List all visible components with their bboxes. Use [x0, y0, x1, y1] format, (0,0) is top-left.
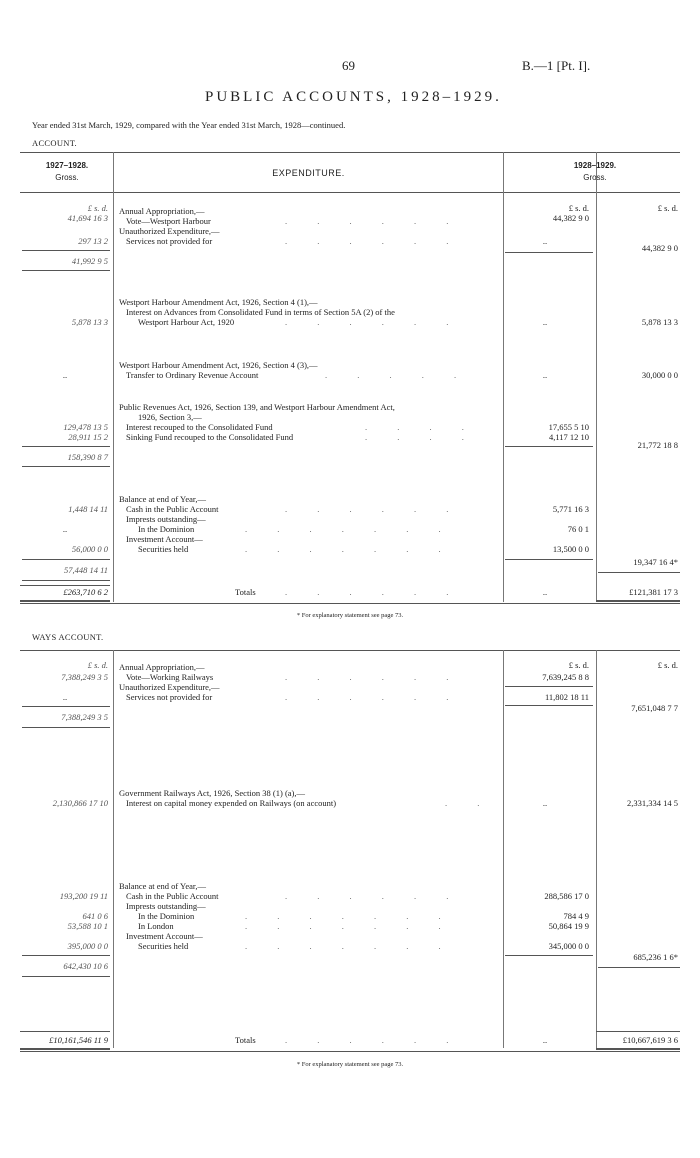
report-reference: B.—1 [Pt. I]. — [522, 58, 591, 73]
entry-line: Sinking Fund recouped to the Consolidated Fund — [126, 432, 294, 442]
rule — [505, 955, 593, 956]
prev-amount: 193,200 19 11 — [59, 891, 108, 901]
cur-amount: 5,771 16 3 — [552, 504, 589, 514]
currency-heading: £ s. d. — [657, 660, 678, 670]
entry-heading: Government Railways Act, 1926, Section 38 (1) (a),— — [119, 788, 306, 798]
entry-line: Investment Account— — [126, 534, 203, 544]
section-label-account: ACCOUNT. — [32, 138, 77, 148]
entry-line: Interest recouped to the Consolidated Fund — [126, 422, 273, 432]
cur-amount: 7,639,245 8 8 — [542, 672, 589, 682]
leader-dots: . . . . . . — [285, 317, 463, 327]
leader-dots: . . . . . — [325, 370, 471, 380]
rule — [505, 686, 593, 687]
cur-amount: 4,117 12 10 — [548, 432, 589, 442]
leader-dots: . . . . . . . — [245, 911, 455, 921]
cur-amount: .. — [542, 317, 548, 327]
entry-line: Vote—Working Railways — [126, 672, 214, 682]
cur-amount: 44,382 9 0 — [552, 213, 589, 223]
footnote: * For explanatory statement see page 73. — [296, 1061, 404, 1068]
rule — [22, 446, 110, 447]
prev-subtotal: 158,390 8 7 — [67, 452, 108, 462]
entry-line: 1926, Section 3,— — [138, 412, 202, 422]
rule — [505, 705, 593, 706]
cur-grand-total: £10,667,619 3 6 — [622, 1035, 678, 1045]
rule — [20, 1031, 110, 1032]
prev-amount: 2,130,866 17 10 — [52, 798, 108, 808]
prev-amount: 56,000 0 0 — [71, 544, 108, 554]
rule — [22, 976, 110, 977]
prev-amount: 129,478 13 5 — [63, 422, 108, 432]
rule — [596, 1048, 680, 1050]
leader-dots: . . . . . . — [285, 504, 463, 514]
currency-heading: £ s. d. — [568, 660, 589, 670]
leader-dots: . . . . . . — [285, 891, 463, 901]
leader-dots: . . . . — [365, 432, 478, 442]
entry-heading: Unauthorized Expenditure,— — [119, 226, 220, 236]
entry-line: Securities held — [138, 941, 189, 951]
entry-line: In the Dominion — [138, 524, 195, 534]
entry-heading: Annual Appropriation,— — [119, 662, 205, 672]
table-top-rule — [20, 152, 680, 153]
rule — [20, 1048, 110, 1050]
entry-line: Securities held — [138, 544, 189, 554]
prev-amount: .. — [62, 692, 68, 702]
prev-amount: 641 0 6 — [82, 911, 108, 921]
entry-line: Vote—Westport Harbour — [126, 216, 211, 226]
entry-line: Cash in the Public Account — [126, 891, 219, 901]
cur-amount: .. — [542, 1035, 548, 1045]
col-divider — [596, 650, 597, 1048]
rule — [505, 446, 593, 447]
cur-amount: 288,586 17 0 — [544, 891, 589, 901]
cur-gross-heading: Gross. — [583, 173, 607, 182]
leader-dots: . . . . . . . — [245, 524, 455, 534]
prev-amount: 395,000 0 0 — [67, 941, 108, 951]
col-divider — [113, 650, 114, 1048]
entry-line: Interest on capital money expended on Railways (on account) — [126, 798, 337, 808]
subtitle: Year ended 31st March, 1929, compared with the Year ended 31st March, 1928—continued. — [32, 120, 346, 130]
entry-line: Westport Harbour Act, 1920 — [138, 317, 235, 327]
cur-year-heading: 1928–1929. — [573, 161, 617, 170]
prev-amount: 5,878 13 3 — [71, 317, 108, 327]
page-number: 69 — [342, 58, 355, 73]
prev-year-heading: 1927–1928. — [45, 161, 89, 170]
rule — [22, 270, 110, 271]
table-top-rule — [20, 650, 680, 651]
cur-total: 44,382 9 0 — [641, 243, 678, 253]
leader-dots: . . . . . . — [285, 692, 463, 702]
leader-dots: . . . . . . . — [245, 921, 455, 931]
section-label-ways-account: WAYS ACCOUNT. — [32, 632, 104, 642]
leader-dots: . . . . . . — [285, 587, 463, 597]
rule — [596, 600, 680, 602]
entry-heading: Westport Harbour Amendment Act, 1926, Section 4 (1),— — [119, 297, 318, 307]
entry-heading: Balance at end of Year,— — [119, 494, 206, 504]
rule — [598, 967, 680, 968]
prev-amount: .. — [62, 370, 68, 380]
table-bottom-rule — [20, 603, 680, 604]
entry-heading: Unauthorized Expenditure,— — [119, 682, 220, 692]
entry-line: Cash in the Public Account — [126, 504, 219, 514]
cur-amount: 784 4 9 — [563, 911, 589, 921]
cur-total: 30,000 0 0 — [641, 370, 678, 380]
rule — [505, 252, 593, 253]
cur-amount: .. — [542, 370, 548, 380]
rule — [22, 580, 110, 581]
entry-line: Imprests outstanding— — [126, 514, 206, 524]
currency-heading: £ s. d. — [568, 203, 589, 213]
currency-heading: £ s. d. — [87, 660, 108, 670]
rule — [22, 559, 110, 560]
footnote: * For explanatory statement see page 73. — [296, 612, 404, 619]
entry-heading: Public Revenues Act, 1926, Section 139, and Westport Harbour Amendment Act, — [119, 402, 395, 412]
leader-dots: . . . . . . — [285, 672, 463, 682]
rule — [20, 600, 110, 602]
cur-total: 5,878 13 3 — [641, 317, 678, 327]
rule — [22, 955, 110, 956]
cur-total: 685,236 1 6* — [633, 952, 678, 962]
cur-amount: 76 0 1 — [567, 524, 589, 534]
currency-heading: £ s. d. — [87, 203, 108, 213]
entry-line: Investment Account— — [126, 931, 203, 941]
cur-amount: 345,000 0 0 — [548, 941, 589, 951]
entry-line: Imprests outstanding— — [126, 901, 206, 911]
entry-line: Transfer to Ordinary Revenue Account — [126, 370, 259, 380]
expenditure-heading: EXPENDITURE. — [272, 168, 345, 178]
prev-amount: .. — [62, 524, 68, 534]
cur-total: 7,651,048 7 7 — [631, 703, 678, 713]
rule — [505, 559, 593, 560]
rule — [22, 250, 110, 251]
leader-dots: . . . . . . — [285, 1035, 463, 1045]
leader-dots: . . . . — [365, 422, 478, 432]
leader-dots: . . . . . . — [285, 236, 463, 246]
rule — [22, 706, 110, 707]
prev-amount: 7,388,249 3 5 — [61, 672, 108, 682]
rule — [20, 585, 110, 586]
cur-total: 2,331,334 14 5 — [627, 798, 678, 808]
entry-heading: Westport Harbour Amendment Act, 1926, Section 4 (3),— — [119, 360, 318, 370]
currency-heading: £ s. d. — [657, 203, 678, 213]
prev-amount: 53,588 10 1 — [67, 921, 108, 931]
col-divider — [503, 152, 504, 602]
prev-subtotal: 7,388,249 3 5 — [61, 712, 108, 722]
prev-subtotal: 41,992 9 5 — [71, 256, 108, 266]
col-divider — [503, 650, 504, 1048]
col-divider — [596, 152, 597, 602]
cur-total: 21,772 18 8 — [637, 440, 678, 450]
header-rule — [20, 192, 680, 193]
cur-amount: 50,864 19 9 — [548, 921, 589, 931]
entry-heading: Annual Appropriation,— — [119, 206, 205, 216]
cur-grand-total: £121,381 17 3 — [629, 587, 678, 597]
prev-amount: 297 13 2 — [78, 236, 108, 246]
entry-line: In the Dominion — [138, 911, 195, 921]
leader-dots: . . — [445, 798, 494, 808]
prev-grand-total: £10,161,546 11 9 — [49, 1035, 108, 1045]
prev-amount: 41,694 16 3 — [67, 213, 108, 223]
cur-amount: .. — [542, 587, 548, 597]
prev-gross-heading: Gross. — [55, 173, 79, 182]
entry-line: In London — [138, 921, 174, 931]
cur-amount: 17,655 5 10 — [548, 422, 589, 432]
rule — [598, 572, 680, 573]
prev-subtotal: 57,448 14 11 — [64, 565, 108, 575]
entry-line: Services not provided for — [126, 236, 213, 246]
totals-label: Totals — [235, 1035, 256, 1045]
leader-dots: . . . . . . . — [245, 941, 455, 951]
entry-heading: Balance at end of Year,— — [119, 881, 206, 891]
prev-amount: 28,911 15 2 — [68, 432, 108, 442]
cur-total: 19,347 16 4* — [633, 557, 678, 567]
prev-grand-total: £263,710 6 2 — [63, 587, 108, 597]
table-bottom-rule — [20, 1051, 680, 1052]
cur-amount: .. — [542, 236, 548, 246]
rule — [22, 466, 110, 467]
leader-dots: . . . . . . — [285, 216, 463, 226]
page-title: PUBLIC ACCOUNTS, 1928–1929. — [205, 89, 502, 105]
totals-label: Totals — [235, 587, 256, 597]
cur-amount: 11,802 18 11 — [545, 692, 589, 702]
cur-amount: 13,500 0 0 — [552, 544, 589, 554]
col-divider — [113, 152, 114, 602]
entry-line: Interest on Advances from Consolidated Fund in terms of Section 5A (2) of the — [126, 307, 395, 317]
rule — [22, 727, 110, 728]
prev-subtotal: 642,430 10 6 — [63, 961, 108, 971]
cur-amount: .. — [542, 798, 548, 808]
leader-dots: . . . . . . . — [245, 544, 455, 554]
entry-line: Services not provided for — [126, 692, 213, 702]
rule — [596, 1031, 680, 1032]
prev-amount: 1,448 14 11 — [68, 504, 108, 514]
